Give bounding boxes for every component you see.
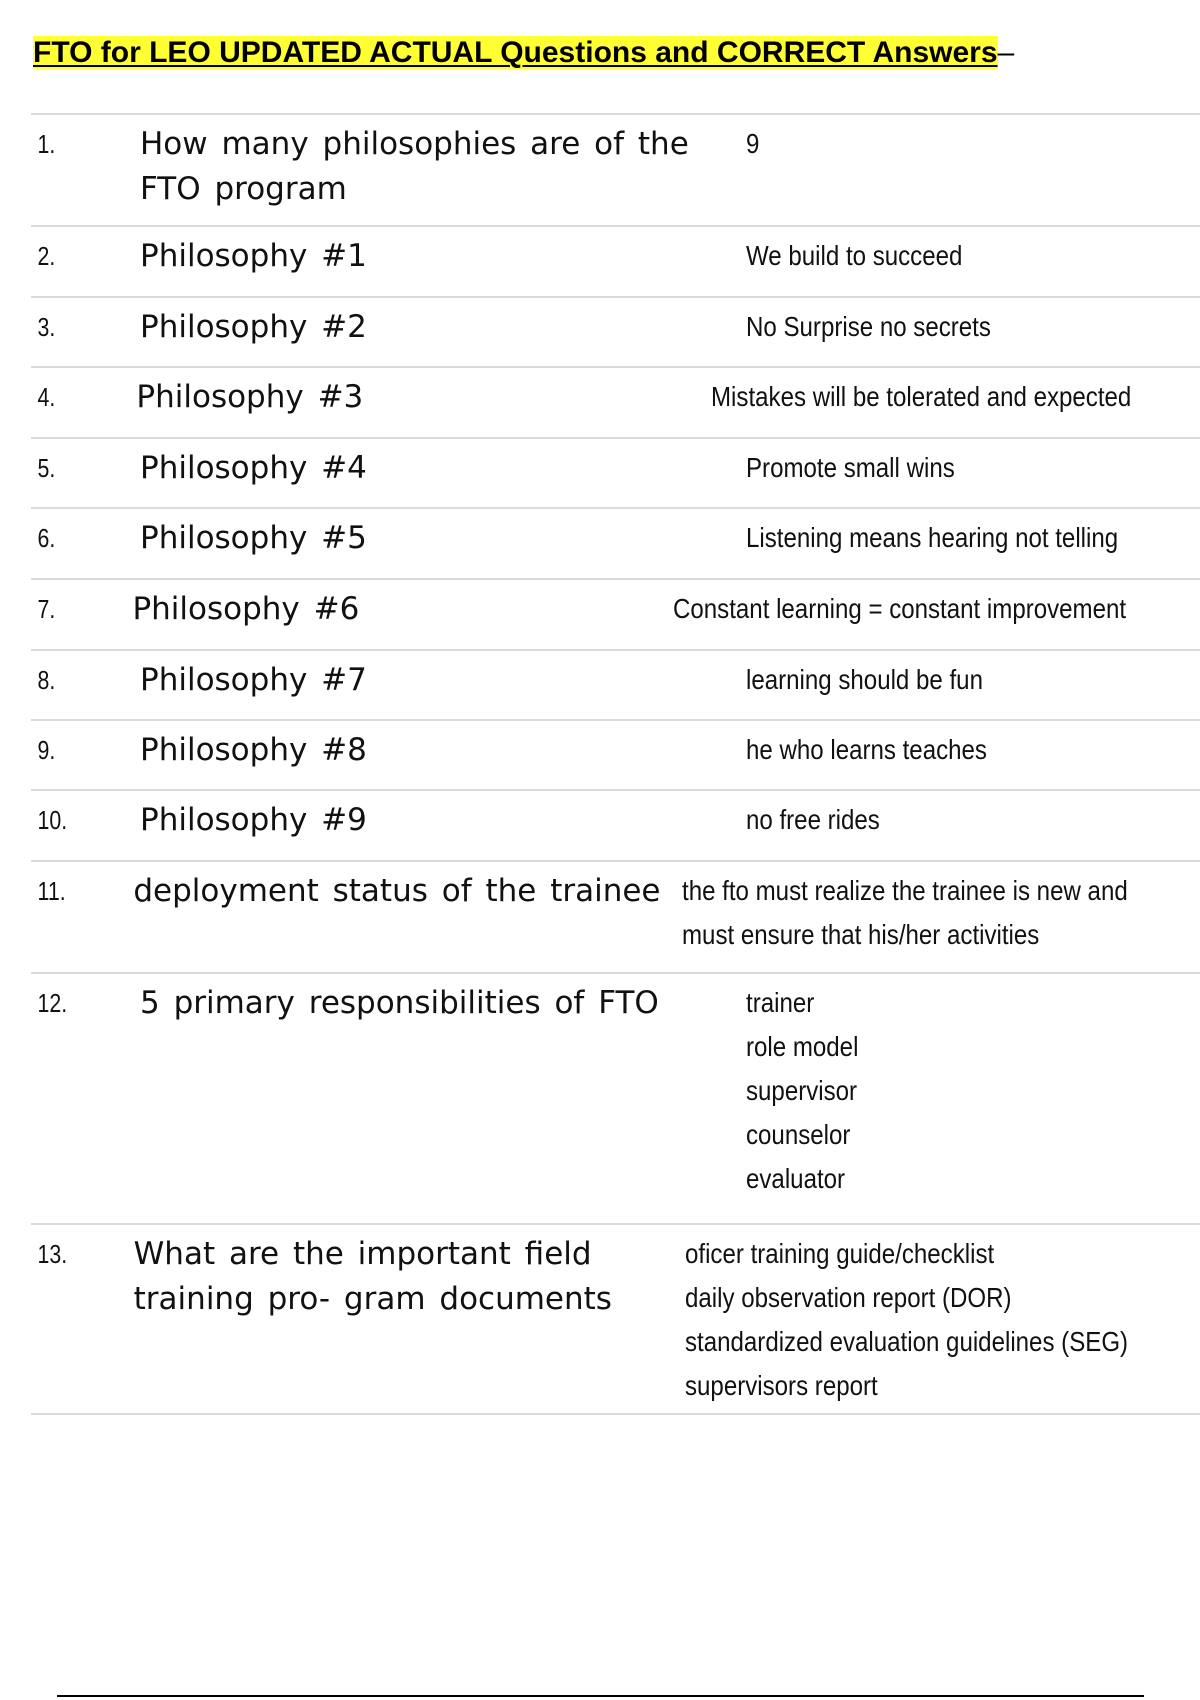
question-number: 12. — [37, 988, 68, 1018]
title-text: FTO for LEO UPDATED ACTUAL Questions and CORRECT Answers — [33, 36, 998, 69]
answer-line: standardized evaluation guidelines (SEG) — [684, 1326, 1128, 1357]
question-text: Philosophy #6 — [132, 591, 360, 627]
footer-rule — [57, 1695, 1144, 1697]
answer-text — [746, 981, 1136, 1223]
qa-row — [31, 1225, 1200, 1415]
qa-row — [31, 862, 1200, 974]
answer-text — [685, 1232, 1128, 1413]
qa-row — [31, 439, 1200, 509]
answer-text — [746, 122, 1136, 225]
answer-line: learning should be fun — [746, 664, 983, 695]
qa-row — [31, 721, 1200, 791]
question-text: Philosophy #2 — [140, 309, 367, 345]
answer-line: supervisors report — [684, 1370, 878, 1401]
question-text: Philosophy #3 — [136, 379, 364, 415]
answer-line: must ensure that his/her activities — [681, 919, 1040, 950]
answer-text — [746, 305, 1136, 366]
answer-line: Mistakes will be tolerated and expected — [711, 381, 1132, 412]
question-text: deployment status of the trainee — [133, 873, 661, 909]
question-text: 5 primary responsibilities of FTO — [140, 985, 659, 1021]
question-text: Philosophy #9 — [140, 802, 367, 838]
qa-row — [31, 791, 1200, 862]
question-number: 13. — [37, 1239, 68, 1269]
question-text: How many philosophies are of the FTO program — [140, 126, 689, 207]
answer-text — [682, 869, 1128, 972]
question-number: 7. — [37, 594, 56, 624]
answer-line: role model — [746, 1031, 859, 1062]
qa-row — [31, 115, 1200, 227]
question-number: 10. — [37, 805, 68, 835]
question-number: 5. — [37, 453, 56, 483]
answer-line: We build to succeed — [746, 240, 963, 271]
answer-line: no free rides — [746, 804, 880, 835]
answer-line: 9 — [746, 128, 760, 159]
answer-text — [746, 234, 1136, 296]
answer-line: Promote small wins — [746, 452, 955, 483]
question-text: Philosophy #8 — [140, 732, 367, 768]
qa-row — [31, 651, 1200, 721]
qa-row — [31, 509, 1200, 580]
question-number: 6. — [37, 523, 56, 553]
answer-line: evaluator — [746, 1163, 846, 1194]
qa-row — [31, 368, 1200, 439]
answer-line: Constant learning = constant improvement — [673, 593, 1127, 624]
answer-text — [673, 587, 1126, 649]
answer-line: oficer training guide/checklist — [684, 1238, 994, 1269]
question-text: Philosophy #4 — [140, 450, 367, 486]
answer-text — [746, 446, 1136, 507]
answer-text — [746, 728, 1136, 789]
qa-row — [31, 974, 1200, 1225]
question-number: 8. — [37, 665, 56, 695]
answer-text — [711, 375, 1131, 437]
answer-line: Listening means hearing not telling — [746, 522, 1119, 553]
answer-line: trainer — [746, 987, 815, 1018]
answer-text — [746, 516, 1136, 578]
qa-table — [31, 113, 1200, 1415]
question-number: 9. — [37, 735, 56, 765]
answer-line: supervisor — [746, 1075, 858, 1106]
qa-row — [31, 298, 1200, 368]
question-text: Philosophy #1 — [140, 238, 367, 274]
answer-text — [746, 658, 1136, 719]
title-dash: – — [997, 36, 1015, 69]
answer-line: daily observation report (DOR) — [684, 1282, 1012, 1313]
answer-line: counselor — [746, 1119, 851, 1150]
qa-row — [31, 580, 1200, 651]
question-number: 11. — [37, 876, 66, 906]
answer-line: No Surprise no secrets — [746, 311, 991, 342]
question-text: What are the important field training pro- gram documents — [133, 1236, 612, 1317]
qa-row — [31, 227, 1200, 298]
document-title — [33, 34, 1014, 72]
question-text: Philosophy #7 — [140, 662, 367, 698]
question-number: 2. — [37, 241, 56, 271]
question-text: Philosophy #5 — [140, 520, 367, 556]
answer-text — [746, 798, 1136, 860]
question-number: 4. — [37, 382, 56, 412]
answer-line: the fto must realize the trainee is new and — [681, 875, 1128, 906]
answer-line: he who learns teaches — [746, 734, 987, 765]
question-number: 1. — [37, 129, 56, 159]
question-number: 3. — [37, 312, 56, 342]
